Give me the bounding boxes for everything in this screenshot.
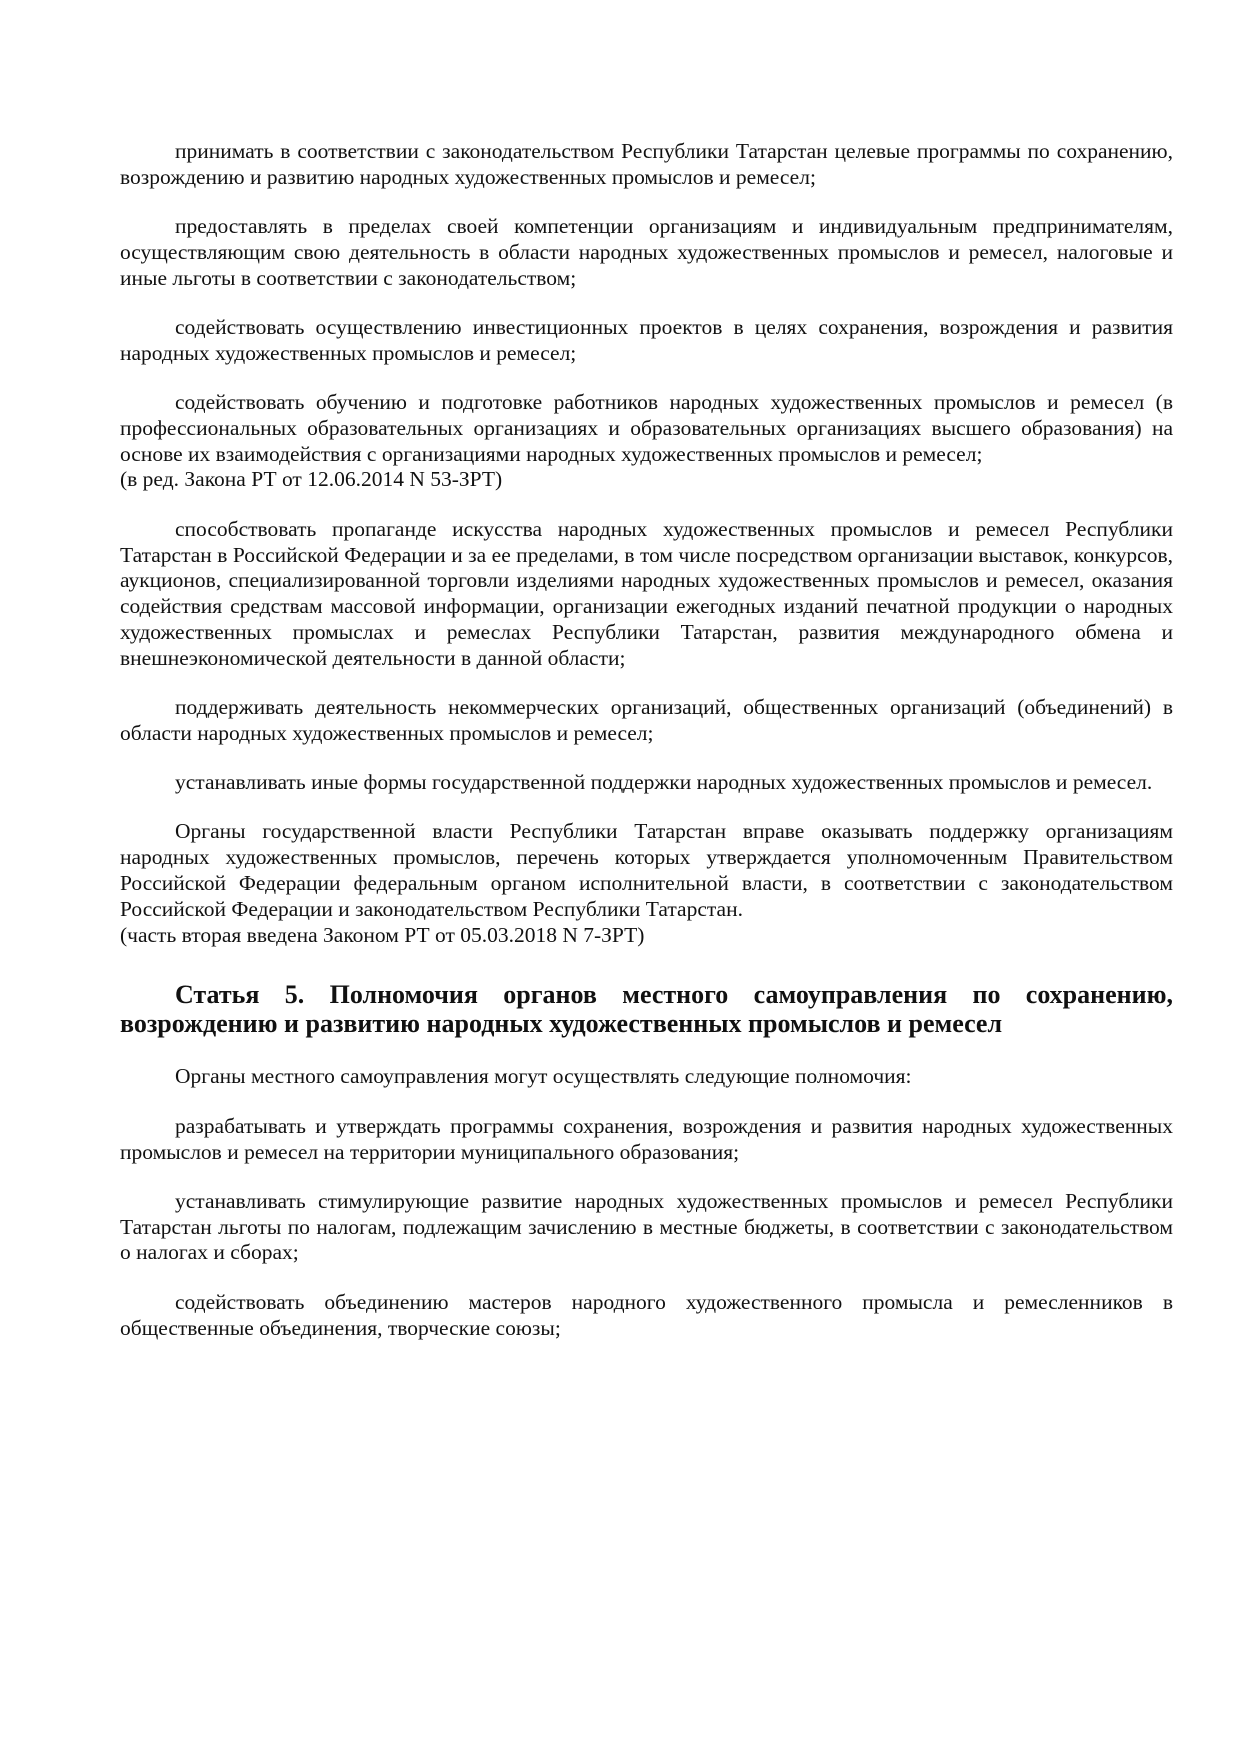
document-page — [120, 139, 1173, 1365]
paragraph: устанавливать стимулирующие развитие народных художественных промыслов и ремесел Республики Татарстан льготы по налогам, подлежащим зачислению в местные бюджеты, в соответствии с законодательством о налогах и сборах; — [120, 1188, 1173, 1265]
paragraph: предоставлять в пределах своей компетенции организациям и индивидуальным предпринимателям, осуществляющим свою деятельность в области народных художественных промыслов и ремесел, налоговые и иные льготы в соответствии с законодательством; — [120, 214, 1173, 290]
paragraph: содействовать обучению и подготовке работников народных художественных промыслов и ремесел (в профессиональных образовательных организациях и образовательных организациях высшего образования) на основе их взаимодействия с организациями народных художественных промыслов и ремесел; — [120, 390, 1173, 466]
paragraph: устанавливать иные формы государственной поддержки народных художественных промыслов и ремесел. — [175, 770, 1153, 795]
amendment-note: (часть вторая введена Законом РТ от 05.03.2018 N 7-ЗРТ) — [120, 922, 645, 947]
paragraph: содействовать объединению мастеров народного художественного промысла и ремесленников в общественные объединения, творческие союзы; — [120, 1289, 1173, 1340]
paragraph: принимать в соответствии с законодательством Республики Татарстан целевые программы по сохранению, возрождению и развитию народных художественных промыслов и ремесел; — [120, 139, 1173, 189]
paragraph: поддерживать деятельность некоммерческих организаций, общественных организаций (объединений) в области народных художественных промыслов и ремесел; — [120, 695, 1173, 745]
amendment-note: (в ред. Закона РТ от 12.06.2014 N 53-ЗРТ) — [120, 467, 503, 492]
article-heading: Статья 5. Полномочия органов местного самоуправления по сохранению, возрождению и развитию народных художественных промыслов и ремесел — [120, 980, 1173, 1039]
paragraph: разрабатывать и утверждать программы сохранения, возрождения и развития народных художественных промыслов и ремесел на территории муниципального образования; — [120, 1113, 1173, 1164]
paragraph: Органы государственной власти Республики Татарстан вправе оказывать поддержку организациям народных художественных промыслов, перечень которых утверждается уполномоченным Правительством Российской Федерации федеральным органом исполнительной власти, в соответствии с законодательством Российской Федерации и законодательством Республики Татарстан. — [120, 819, 1173, 921]
paragraph: содействовать осуществлению инвестиционных проектов в целях сохранения, возрождения и развития народных художественных промыслов и ремесел; — [120, 314, 1173, 365]
paragraph: Органы местного самоуправления могут осуществлять следующие полномочия: — [175, 1064, 912, 1089]
paragraph: способствовать пропаганде искусства народных художественных промыслов и ремесел Республики Татарстан в Российской Федерации и за ее пределами, в том числе посредством организации выставок, конкурсов, аукционов, специализированной торговли изделиями народных художественных промыслов и ремесел, оказания содействия средствам массовой информации, организации ежегодных изданий печатной продукции о народных художественных промыслах и ремеслах Республики Татарстан, развития международного обмена и внешнеэкономической деятельности в данной области; — [120, 516, 1173, 670]
